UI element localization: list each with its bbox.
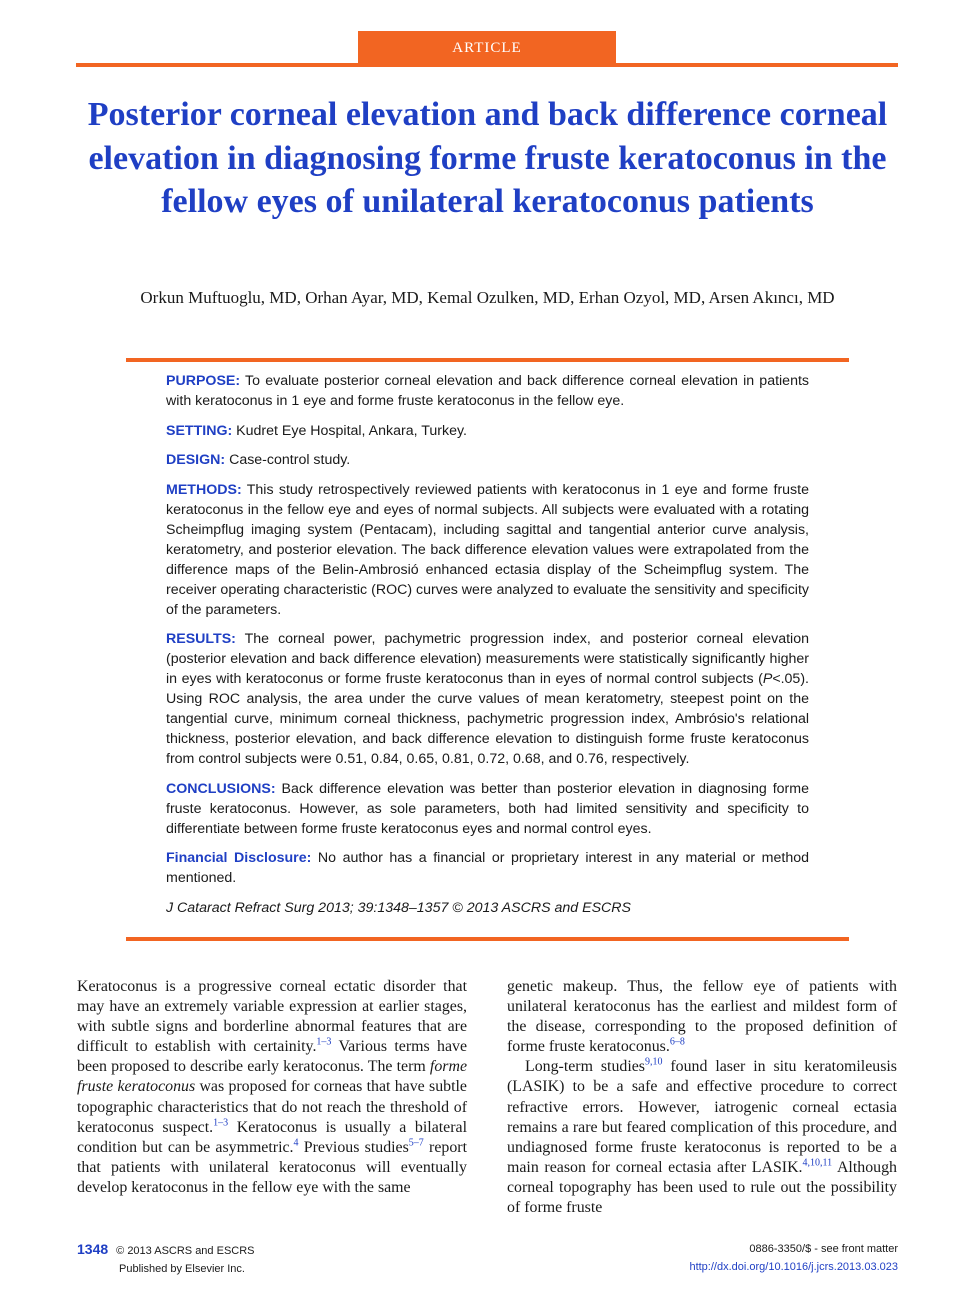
body-text: Long-term studies [525, 1058, 645, 1076]
reference-link[interactable]: 5–7 [408, 1137, 424, 1149]
page-number: 1348 [77, 1241, 109, 1257]
reference-link[interactable]: 9,10 [644, 1057, 663, 1069]
footer-right [689, 1240, 898, 1276]
body-text: Although corneal topography has been used to rule out the possibility of forme fruste [507, 1158, 897, 1217]
body-text: Previous studies [298, 1138, 409, 1156]
abstract-citation: J Cataract Refract Surg 2013; 39:1348–1357 © 2013 ASCRS and ESCRS [166, 899, 631, 916]
body-text: Various terms have been proposed to describe early keratoconus. The term [77, 1038, 467, 1076]
reference-link[interactable]: 1–3 [213, 1117, 229, 1129]
abstract-financial-disclosure [166, 848, 809, 888]
body-text: genetic makeup. Thus, the fellow eye of patients with unilateral keratoconus has the earliest and mildest form of the disease, corresponding to the proposed definition of forme fruste keratoconus. [507, 978, 897, 1056]
body-column-left [77, 977, 467, 1198]
body-paragraph [507, 1057, 897, 1218]
abstract-purpose [166, 371, 809, 411]
financial-label: Financial Disclosure: [166, 850, 312, 866]
footer-issn: 0886-3350/$ - see front matter [749, 1243, 898, 1255]
design-label: DESIGN: [166, 452, 226, 468]
emphasized-term: forme fruste keratoconus [77, 1058, 467, 1096]
body-text: found laser in situ keratomileusis (LASIK) to be a safe and effective procedure to correct refractive errors. However, iatrogenic corneal ectasia remains a rare but feared complication of this procedure, and undiagnosed forme fruste keratoconus is reported to be a main reason for corneal ectasia after LASIK. [507, 1058, 897, 1176]
reference-link[interactable]: 1–3 [316, 1036, 332, 1048]
purpose-text: To evaluate posterior corneal elevation and back difference corneal elevation in patients with keratoconus in 1 eye and forme fruste keratoconus in the fellow eye. [166, 373, 809, 409]
results-label: RESULTS: [166, 631, 236, 647]
abstract-results [166, 629, 809, 769]
article-type-tag: ARTICLE [358, 31, 616, 65]
abstract-setting [166, 421, 809, 441]
reference-link[interactable]: 6–8 [669, 1036, 685, 1048]
body-column-right [507, 977, 897, 1218]
article-title: Posterior corneal elevation and back difference corneal elevation in diagnosing forme fruste keratoconus in the fellow eyes of unilateral keratoconus patients [87, 96, 888, 220]
conclusions-text: Back difference elevation was better than posterior elevation in diagnosing forme fruste keratoconus. However, as sole parameters, both had limited sensitivity and specificity to differentiate between forme fruste keratoconus eyes and normal control eyes. [166, 780, 809, 837]
abstract [166, 371, 809, 927]
body-paragraph [507, 977, 897, 1057]
doi-link[interactable]: http://dx.doi.org/10.1016/j.jcrs.2013.03.023 [689, 1261, 898, 1273]
design-text: Case-control study. [225, 452, 351, 468]
footer-copyright: © 2013 ASCRS and ESCRS [116, 1245, 255, 1257]
setting-text: Kudret Eye Hospital, Ankara, Turkey. [232, 422, 467, 439]
methods-text: This study retrospectively reviewed patients with keratoconus in 1 eye and forme fruste keratoconus in the fellow eye and eyes of normal subjects. All subjects were evaluated with a rotating Scheimpflug imaging system (Pentacam), including sagittal and tangential anterior curve analysis, keratometry, and posterior elevation. The back difference elevation values were extrapolated from the difference maps of the Belin-Ambrosió enhanced ectasia display of the Scheimpflug system. The receiver operating characteristic (ROC) curves were analyzed to evaluate the sensitivity and specificity of the parameters. [166, 481, 809, 618]
abstract-conclusions [166, 779, 809, 839]
footer-left [77, 1240, 255, 1278]
body-text: Keratoconus is a progressive corneal ectatic disorder that may have an extremely variable expression at earlier stages, with subtle signs and borderline abnormal features that are difficult to establish with certainity. [77, 978, 467, 1056]
body-text: was proposed for corneas that have subtle topographic characteristics that do not reach the threshold of keratoconus suspect. [77, 1078, 467, 1136]
abstract-design [166, 450, 809, 470]
results-text-a: The corneal power, pachymetric progression index, and posterior corneal elevation (posterior elevation and back difference elevation) measurements were statistically significantly higher in eyes with keratoconus or forme fruste keratoconus than in eyes of normal control subjects ( [166, 631, 809, 687]
purpose-label: PURPOSE: [166, 373, 241, 389]
body-paragraph [77, 977, 467, 1198]
results-p-symbol: P [762, 671, 773, 687]
author-list: Orkun Muftuoglu, MD, Orhan Ayar, MD, Kemal Ozulken, MD, Erhan Ozyol, MD, Arsen Akıncı, MD [140, 288, 835, 307]
footer-publisher: Published by Elsevier Inc. [119, 1263, 245, 1275]
reference-link[interactable]: 4,10,11 [802, 1157, 833, 1169]
abstract-bottom-rule [126, 937, 849, 941]
abstract-methods [166, 480, 809, 620]
results-text-b: <.05). Using ROC analysis, the area under the curve values of mean keratometry, steepest point on the tangential curve, minimum corneal thickness, pachymetric progression index, Ambrósio's relational thickness, posterior elevation, and back difference elevation to distinguish forme fruste keratoconus from control subjects were 0.51, 0.84, 0.65, 0.81, 0.72, 0.68, and 0.76, respectively. [166, 671, 809, 767]
setting-label: SETTING: [166, 422, 233, 439]
body-text: Keratoconus is usually a bilateral condition but can be asymmetric. [77, 1118, 467, 1156]
financial-text: No author has a financial or proprietary interest in any material or method mentioned. [166, 850, 809, 886]
reference-link[interactable]: 4 [293, 1137, 299, 1149]
abstract-top-rule [126, 358, 849, 362]
conclusions-label: CONCLUSIONS: [166, 780, 276, 797]
methods-label: METHODS: [166, 481, 242, 498]
body-text: report that patients with unilateral keratoconus will eventually develop keratoconus in the fellow eye with the same [77, 1138, 467, 1196]
